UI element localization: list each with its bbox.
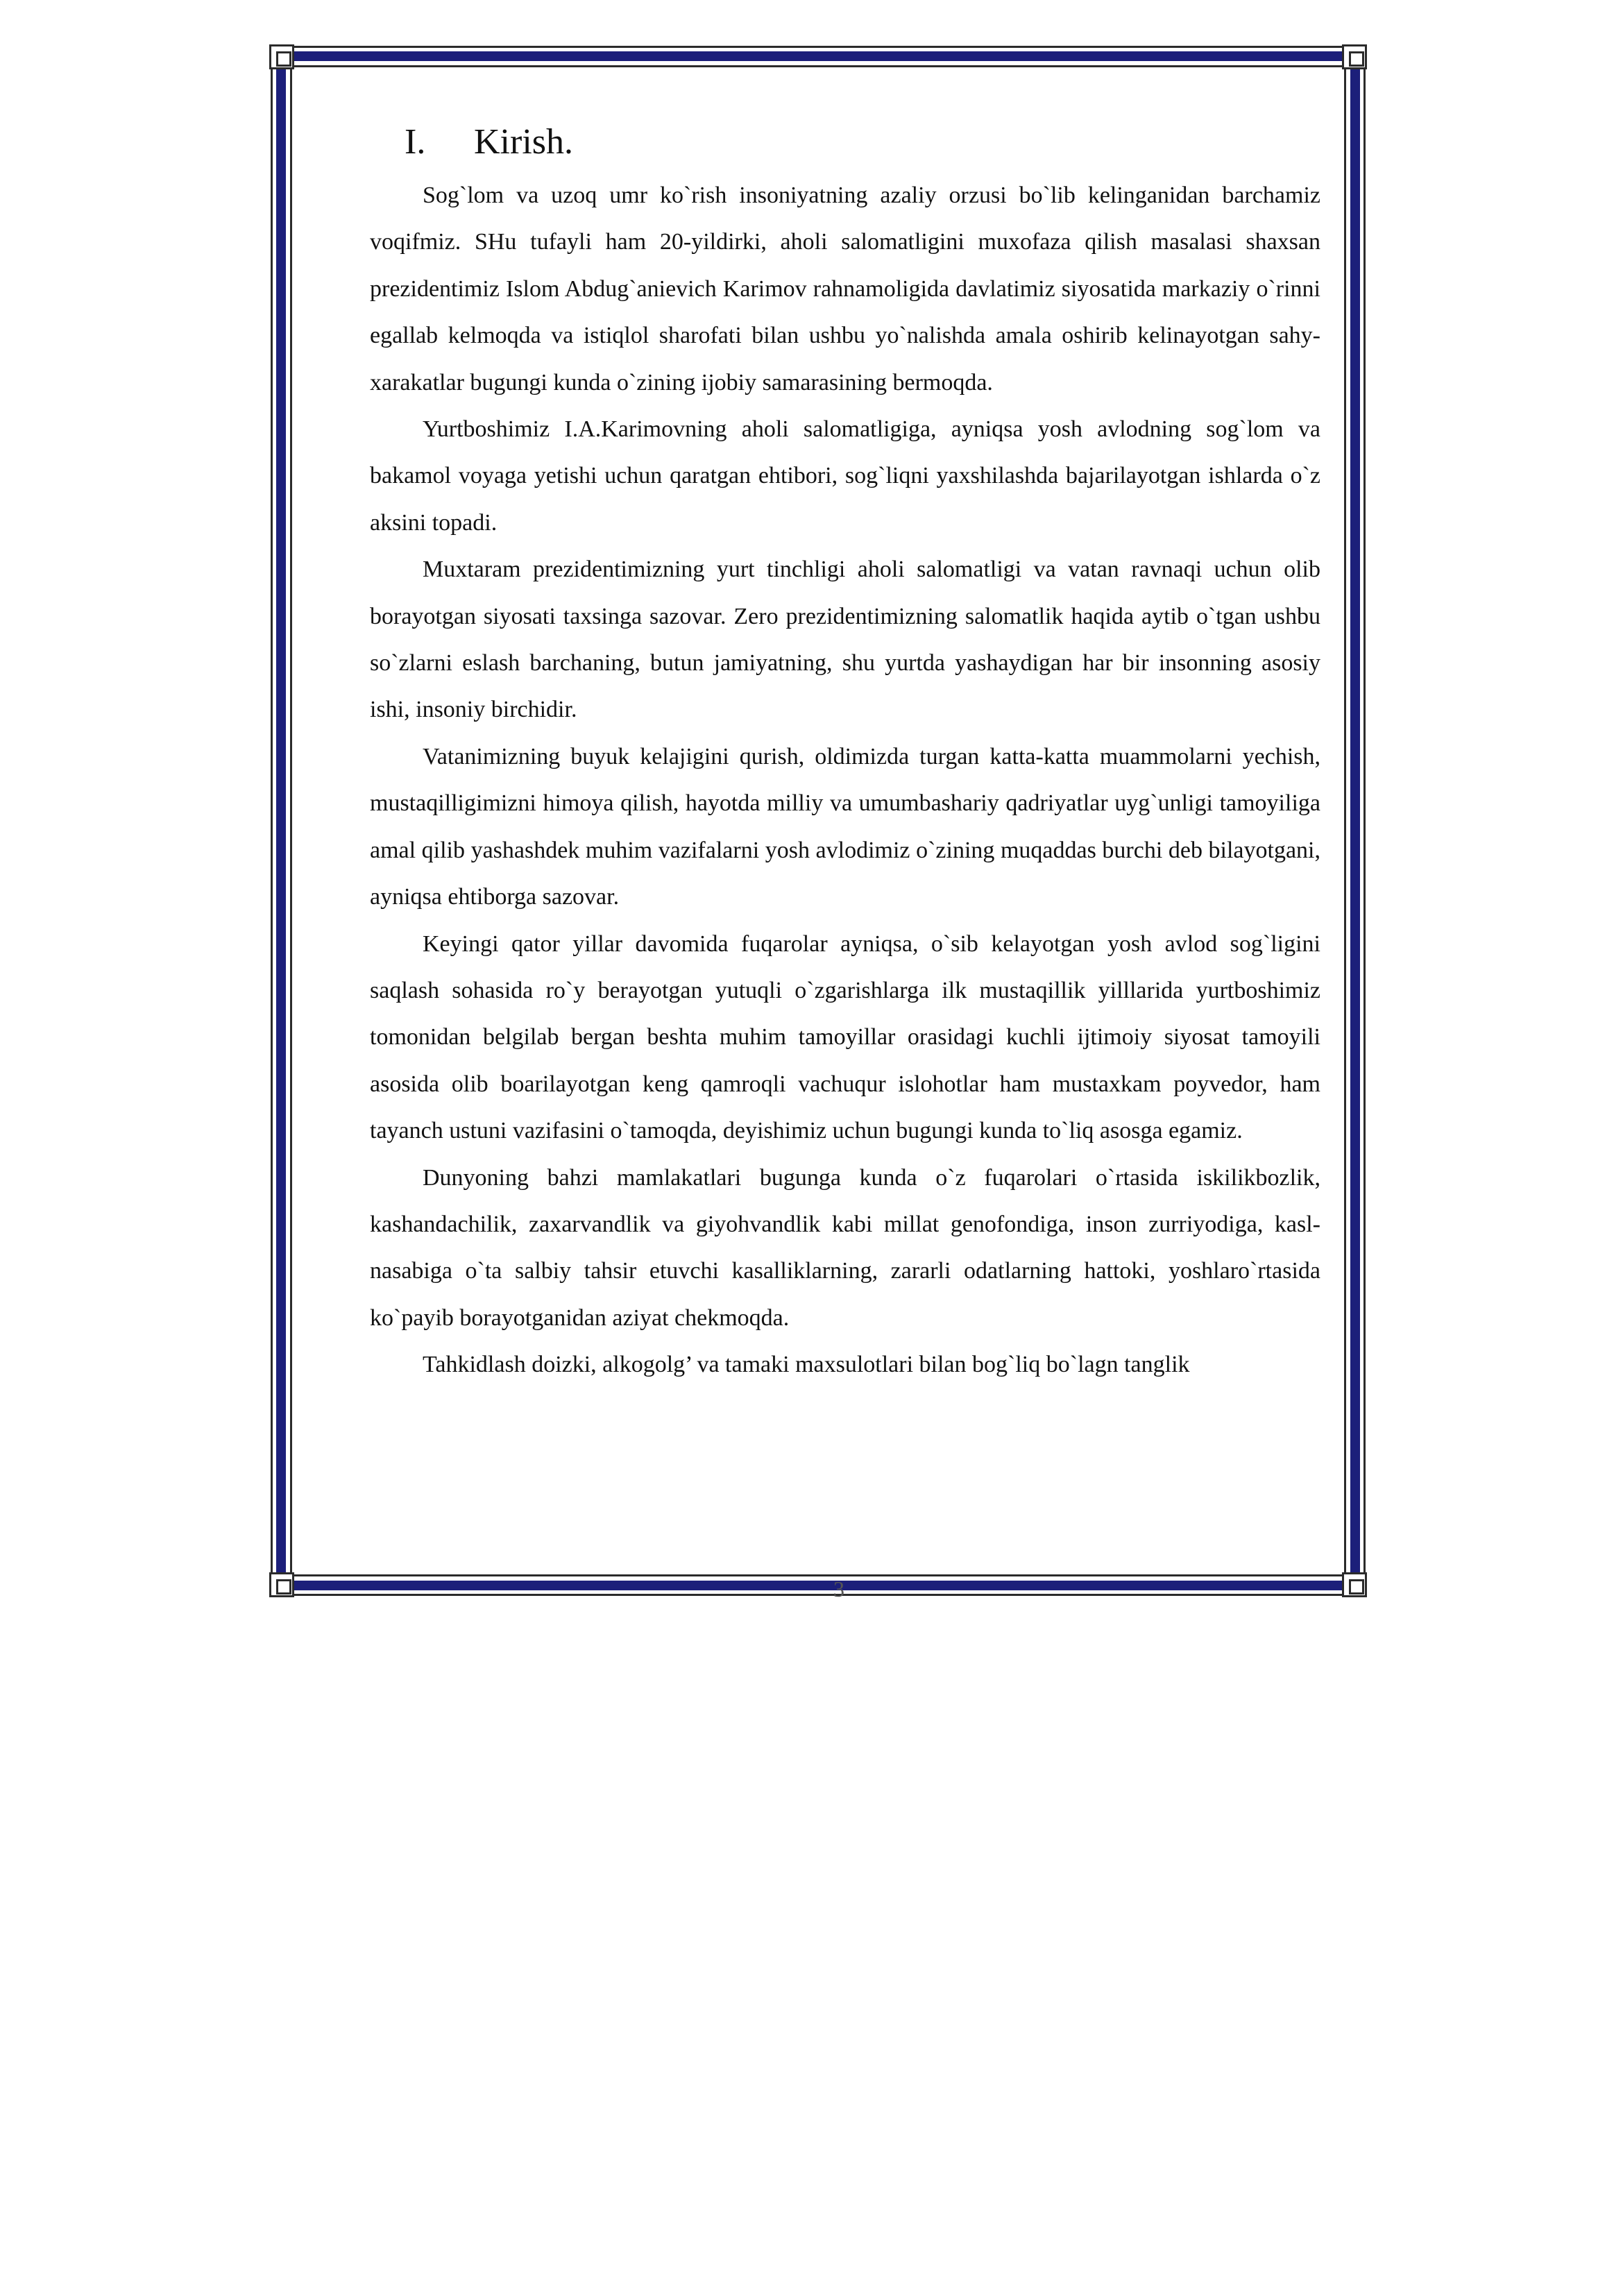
border-corner-top-right-ornament (1342, 44, 1367, 69)
paragraph: Yurtboshimiz I.A.Karimovning aholi salomatligiga, ayniqsa yosh avlodning sog`lom va bakamol voyaga yetishi uchun qaratgan ehtibori, sog`liqni yaxshilashda bajarilayotgan ishlarda o`z aksini topadi. (370, 416, 1320, 536)
border-corner-bottom-left-ornament (269, 1572, 294, 1597)
paragraph: Dunyoning bahzi mamlakatlari bugunga kunda o`z fuqarolari o`rtasida iskilikbozlik, kashandachilik, zaxarvandlik va giyohvandlik kabi millat genofondiga, inson zurriyodiga, kasl-nasabiga o`ta salbiy tahsir etuvchi kasalliklarning, zararli odatlarning hattoki, yoshlaro`rtasida ko`payib borayotganidan aziyat chekmoqda. (370, 1164, 1320, 1331)
paragraph: Tahkidlash doizki, alkogolg’ va tamaki maxsulotlari bilan bog`liq bo`lagn tanglik (423, 1352, 1190, 1378)
section-title: Kirish. (474, 122, 573, 162)
paragraph: Muxtaram prezidentimizning yurt tinchligi aholi salomatligi va vatan ravnaqi uchun olib borayotgan siyosati taxsinga sazovar. Zero prezidentimizning salomatlik haqida aytib o`tgan ushbu so`zlarni eslash barchaning, butun jamiyatning, shu yurtda yashaydigan har bir insonning asosiy ishi, insoniy birchidir. (370, 556, 1320, 723)
section-number: I. (405, 122, 426, 162)
page-number: 3 (833, 1576, 844, 1601)
paragraph: Sog`lom va uzoq umr ko`rish insoniyatning azaliy orzusi bo`lib kelinganidan barchamiz voqifmiz. SHu tufayli ham 20-yildirki, aholi salomatligini muxofaza qilish masalasi shaxsan prezidentimiz Islom Abdug`anievich Karimov rahnamoligida davlatimiz siyosatida markaziy o`rinni egallab kelmoqda va istiqlol sharofati bilan ushbu yo`nalishda amala oshirib kelinayotgan sahy-xarakatlar bugungi kunda o`zining ijobiy samarasining bermoqda. (370, 182, 1320, 396)
border-corner-bottom-right-ornament (1342, 1572, 1367, 1597)
paragraph: Vatanimizning buyuk kelajigini qurish, oldimizda turgan katta-katta muammolarni yechish, mustaqilligimizni himoya qilish, hayotda milliy va umumbashariy qadriyatlar uyg`unligi tamoyiliga amal qilib yashashdek muhim vazifalarni yosh avlodimiz o`zining muqaddas burchi deb bilayotgani, ayniqsa ehtiborga sazovar. (370, 743, 1320, 910)
paragraph: Keyingi qator yillar davomida fuqarolar ayniqsa, o`sib kelayotgan yosh avlod sog`ligini saqlash sohasida ro`y berayotgan yutuqli o`zgarishlarga ilk mustaqillik yilllarida yurtboshimiz tomonidan belgilab bergan beshta muhim tamoyillar orasidagi kuchli ijtimoiy siyosat tamoyili asosida olib boarilayotgan keng qamroqli vachuqur islohotlar ham mustaxkam poyvedor, ham tayanch ustuni vazifasini o`tamoqda, deyishimiz uchun bugungi kunda to`liq asosga egamiz. (370, 930, 1320, 1144)
border-corner-top-left-ornament (269, 44, 294, 69)
section-heading (405, 118, 1320, 167)
document-body (370, 118, 1320, 1388)
